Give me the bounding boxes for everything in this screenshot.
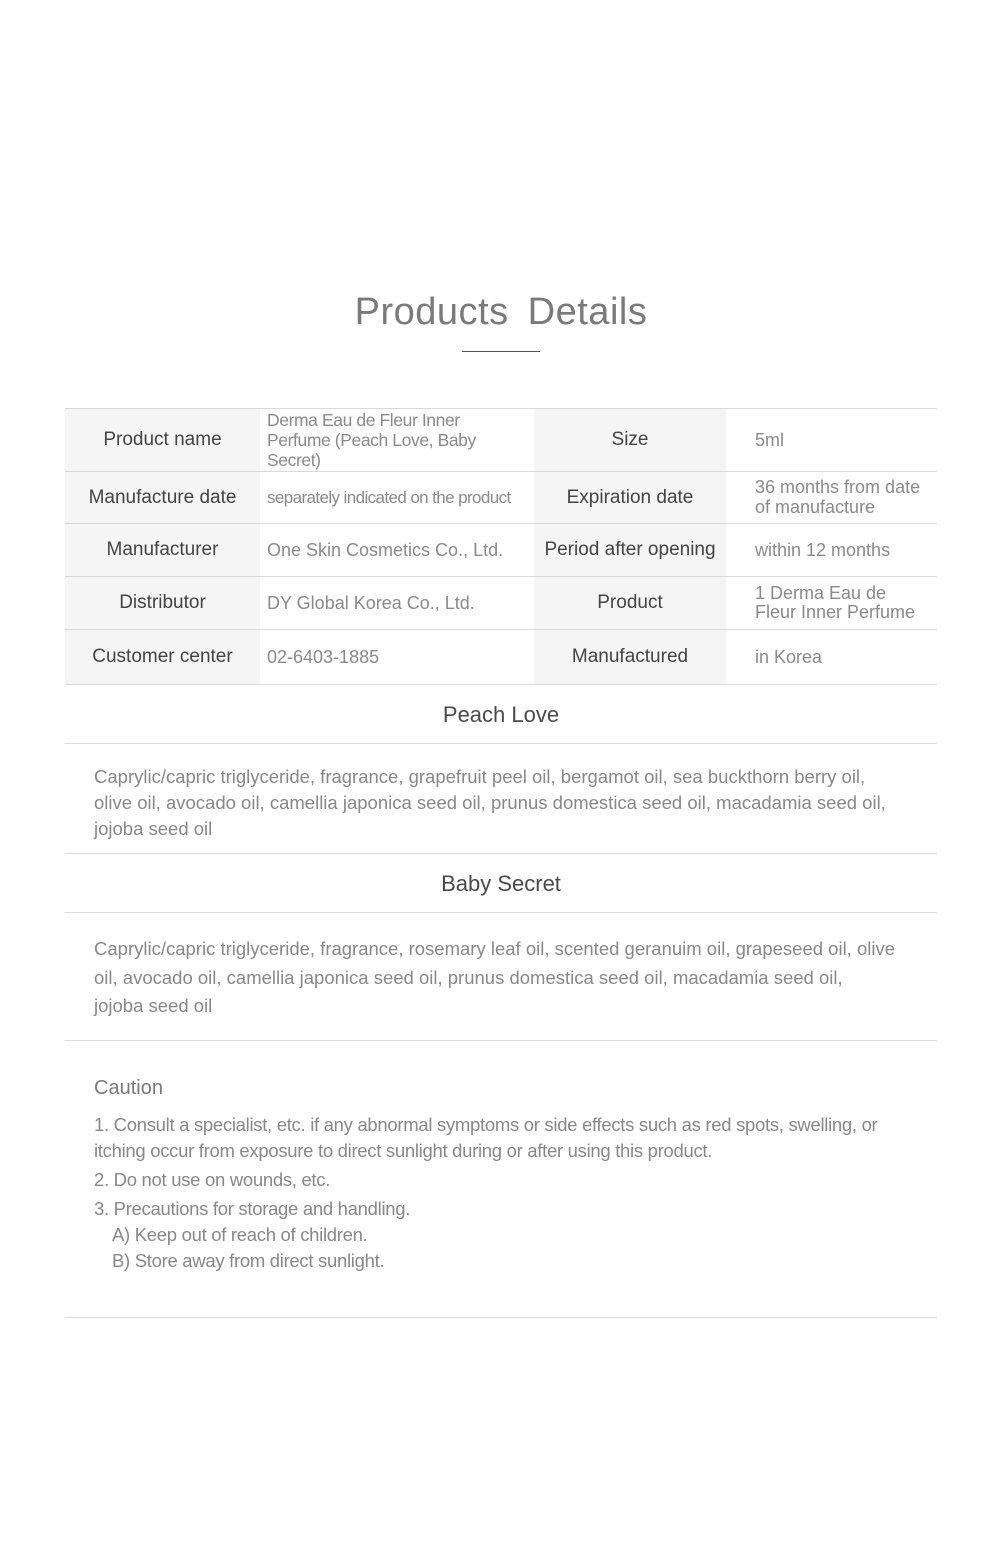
spec-label: Expiration date	[534, 472, 726, 524]
caution-item: 2. Do not use on wounds, etc.	[94, 1169, 331, 1190]
spec-label: Period after opening	[534, 524, 726, 577]
ingredient-list: Caprylic/capric triglyceride, fragrance, rosemary leaf oil, scented geranuim oil, grapeseed oil, olive oil, avocado oil, camellia japonica seed oil, prunus domestica seed oil, macadamia seed oil, jojoba seed oil	[65, 913, 937, 1041]
spec-value: 02-6403-1885	[260, 630, 534, 685]
spec-label: Customer center	[65, 630, 260, 685]
spec-label: Product name	[65, 409, 260, 472]
product-spec-table	[65, 408, 937, 685]
spec-value: separately indicated on the product	[260, 472, 534, 524]
ingredient-list: Caprylic/capric triglyceride, fragrance, grapefruit peel oil, bergamot oil, sea buckthorn berry oil, olive oil, avocado oil, camellia japonica seed oil, prunus domestica seed oil, macadamia seed oil, jojoba seed oil	[65, 744, 937, 854]
caution-sub-item: A) Keep out of reach of children.	[112, 1224, 368, 1245]
caution-section	[65, 1041, 937, 1318]
ingredients-baby-secret	[65, 854, 937, 1041]
spec-label: Distributor	[65, 577, 260, 630]
title-divider	[462, 351, 540, 352]
spec-value: DY Global Korea Co., Ltd.	[260, 577, 534, 630]
caution-sub-item: B) Store away from direct sunlight.	[112, 1250, 385, 1271]
spec-label: Manufacturer	[65, 524, 260, 577]
spec-value: Derma Eau de Fleur Inner Perfume (Peach Love, Baby Secret)	[260, 409, 534, 472]
spec-value: 5ml	[726, 409, 937, 472]
spec-value: in Korea	[726, 630, 937, 685]
caution-title: Caution	[94, 1077, 163, 1099]
caution-item: 1. Consult a specialist, etc. if any abnormal symptoms or side effects such as red spots, swelling, or itching occur from exposure to direct sunlight during or after using this product.	[94, 1114, 878, 1161]
section-heading: Baby Secret	[65, 854, 937, 913]
spec-value: 36 months from date of manufacture	[726, 472, 937, 524]
spec-label: Size	[534, 409, 726, 472]
ingredients-peach-love	[65, 685, 937, 854]
table-row	[65, 577, 937, 630]
spec-label: Manufactured	[534, 630, 726, 685]
spec-value: 1 Derma Eau de Fleur Inner Perfume	[726, 577, 937, 630]
table-row	[65, 524, 937, 577]
table-row	[65, 472, 937, 524]
spec-label: Manufacture date	[65, 472, 260, 524]
spec-value: One Skin Cosmetics Co., Ltd.	[260, 524, 534, 577]
section-heading: Peach Love	[65, 685, 937, 744]
spec-value: within 12 months	[726, 524, 937, 577]
table-row	[65, 630, 937, 685]
table-row	[65, 409, 937, 472]
spec-label: Product	[534, 577, 726, 630]
page-title: Products Details	[354, 291, 648, 334]
caution-item: 3. Precautions for storage and handling.	[94, 1198, 411, 1219]
